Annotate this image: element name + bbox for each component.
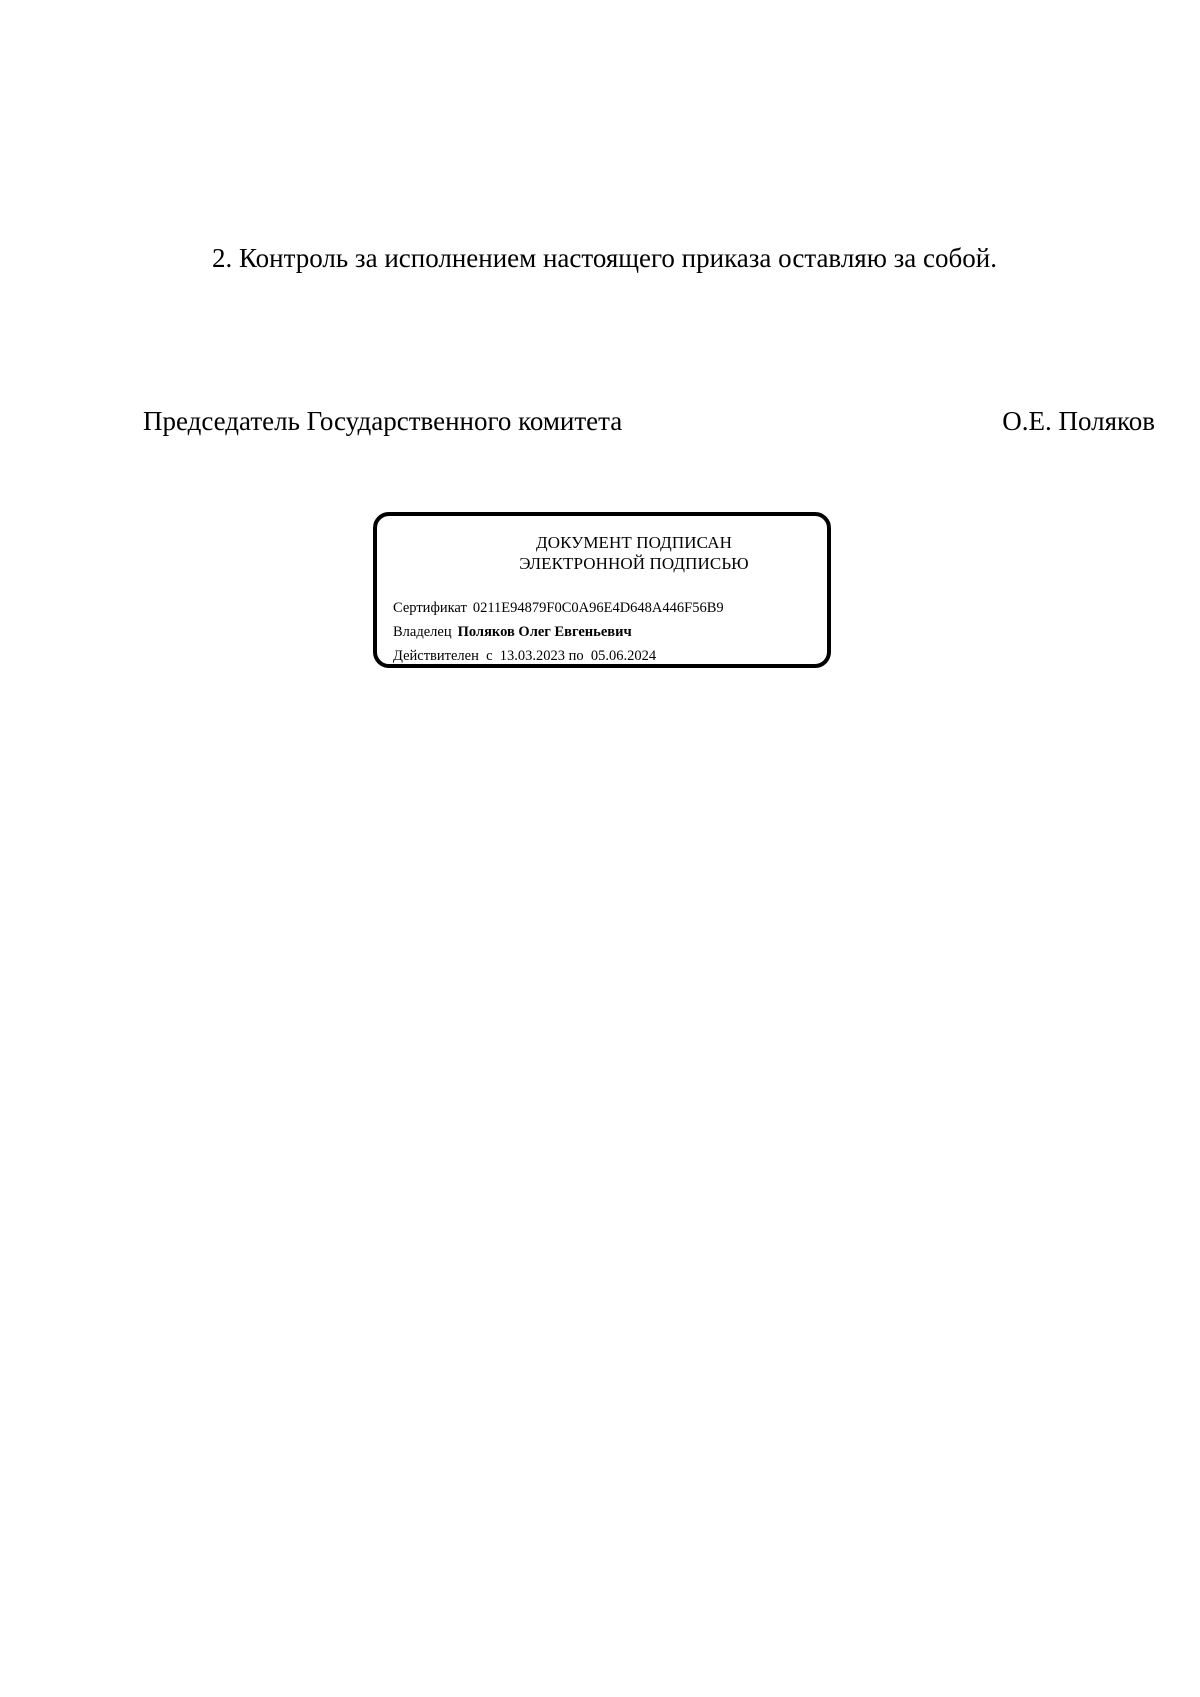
stamp-details <box>393 596 724 668</box>
owner-value: Поляков Олег Евгеньевич <box>457 624 632 640</box>
signatory-position: Председатель Государственного комитета <box>143 406 623 436</box>
certificate-line <box>393 596 724 620</box>
signature-row <box>143 405 1155 437</box>
certificate-value: 0211E94879F0C0A96E4D648A446F56B9 <box>472 600 724 616</box>
control-paragraph: 2. Контроль за исполнением настоящего приказа оставляю за собой. <box>212 243 997 273</box>
signatory-name: О.Е. Поляков <box>1002 406 1155 436</box>
validity-line <box>393 644 724 668</box>
stamp-heading-line-2: ЭЛЕКТРОННОЙ ПОДПИСЬЮ <box>519 554 749 573</box>
stamp-heading-line-1: ДОКУМЕНТ ПОДПИСАН <box>536 533 732 552</box>
owner-label: Владелец <box>393 624 452 640</box>
certificate-label: Сертификат <box>393 600 467 616</box>
validity-text: Действителен с 13.03.2023 по 05.06.2024 <box>393 648 657 664</box>
electronic-signature-stamp <box>373 512 831 668</box>
owner-line <box>393 620 724 644</box>
stamp-heading <box>377 532 827 574</box>
